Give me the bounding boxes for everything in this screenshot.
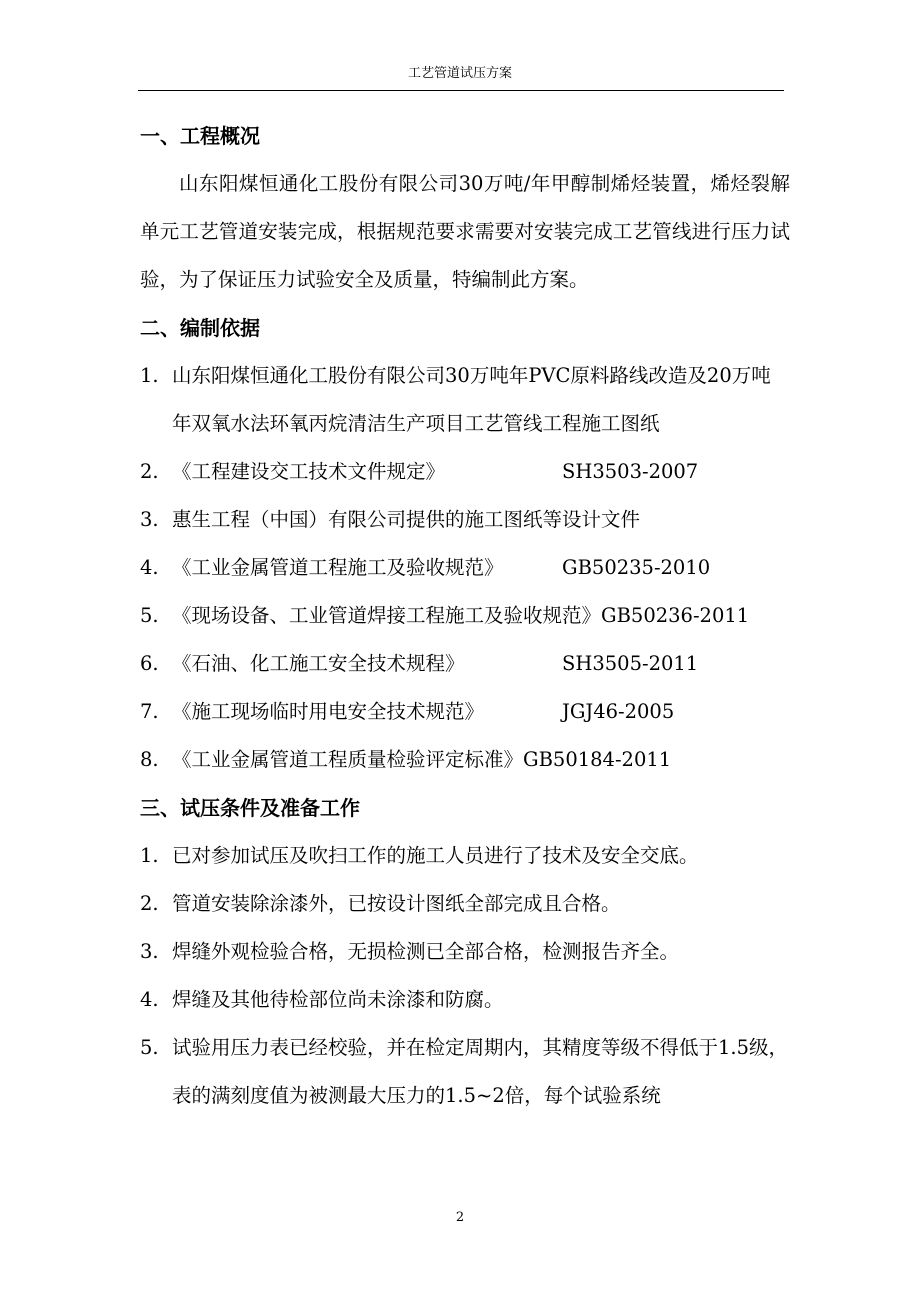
page-number: 2 [455, 1210, 465, 1225]
item-text: 焊缝及其他待检部位尚未涂漆和防腐。 [172, 988, 504, 1011]
list-item [140, 736, 790, 784]
standard-title: 《现场设备、工业管道焊接工程施工及验收规范》 [172, 604, 602, 627]
item-text: 试验用压力表已经校验，并在检定周期内，其精度等级不得低于1.5级，表的满刻度值为被测最大压力的1.5~2倍，每个试验系统 [172, 1036, 789, 1107]
section-heading-overview: 一、工程概况 [140, 124, 260, 148]
item-text: 焊缝外观检验合格，无损检测已全部合格，检测报告齐全。 [172, 940, 680, 963]
item-text [172, 688, 790, 736]
standard-code: SH3505-2011 [562, 652, 699, 675]
section-heading-basis: 二、编制依据 [140, 316, 260, 340]
standard-code: GB50236-2011 [601, 604, 750, 627]
list-item [140, 928, 790, 976]
item-text: 已对参加试压及吹扫工作的施工人员进行了技术及安全交底。 [172, 844, 699, 867]
item-text [172, 448, 790, 496]
standard-code: GB50235-2010 [562, 556, 711, 579]
list-item [140, 688, 790, 736]
standard-code: SH3503-2007 [562, 460, 699, 483]
item-number: 6. [140, 652, 159, 675]
list-item [140, 544, 790, 592]
item-text [172, 544, 790, 592]
item-text [172, 736, 790, 784]
list-item [140, 496, 790, 544]
list-item [140, 832, 790, 880]
item-number: 3. [140, 508, 159, 531]
item-number: 8. [140, 748, 159, 771]
standard-title: 《石油、化工施工安全技术规程》 [172, 652, 465, 675]
list-item [140, 976, 790, 1024]
list-item [140, 1024, 790, 1120]
item-number: 3. [140, 940, 159, 963]
item-number: 1. [140, 364, 159, 387]
item-number: 7. [140, 700, 159, 723]
item-number: 5. [140, 1036, 159, 1059]
list-item [140, 640, 790, 688]
item-number: 1. [140, 844, 159, 867]
standard-code: GB50184-2011 [523, 748, 672, 771]
standard-title: 《工业金属管道工程施工及验收规范》 [172, 556, 504, 579]
item-text: 山东阳煤恒通化工股份有限公司30万吨年PVC原料路线改造及20万吨年双氧水法环氧丙烷清洁生产项目工艺管线工程施工图纸 [172, 364, 771, 435]
item-number: 4. [140, 988, 159, 1011]
standard-title: 《工业金属管道工程质量检验评定标准》 [172, 748, 524, 771]
standard-title: 《工程建设交工技术文件规定》 [172, 460, 446, 483]
standard-code: JGJ46-2005 [562, 700, 675, 723]
section-heading-conditions: 三、试压条件及准备工作 [140, 796, 360, 820]
item-number: 4. [140, 556, 159, 579]
list-item [140, 592, 790, 640]
item-number: 2. [140, 460, 159, 483]
item-text [172, 640, 790, 688]
item-text [172, 592, 790, 640]
item-text: 惠生工程（中国）有限公司提供的施工图纸等设计文件 [172, 508, 641, 531]
header-rule [138, 90, 784, 91]
list-item [140, 880, 790, 928]
list-item [140, 352, 790, 448]
list-item [140, 448, 790, 496]
item-number: 2. [140, 892, 159, 915]
item-number: 5. [140, 604, 159, 627]
standard-title: 《施工现场临时用电安全技术规范》 [172, 700, 485, 723]
document-body [140, 112, 790, 1120]
item-text: 管道安装除涂漆外，已按设计图纸全部完成且合格。 [172, 892, 621, 915]
page-header: 工艺管道试压方案 [407, 66, 512, 81]
overview-paragraph: 山东阳煤恒通化工股份有限公司30万吨/年甲醇制烯烃装置，烯烃裂解单元工艺管道安装完成，根据规范要求需要对安装完成工艺管线进行压力试验，为了保证压力试验安全及质量，特编制此方案。 [140, 172, 790, 291]
